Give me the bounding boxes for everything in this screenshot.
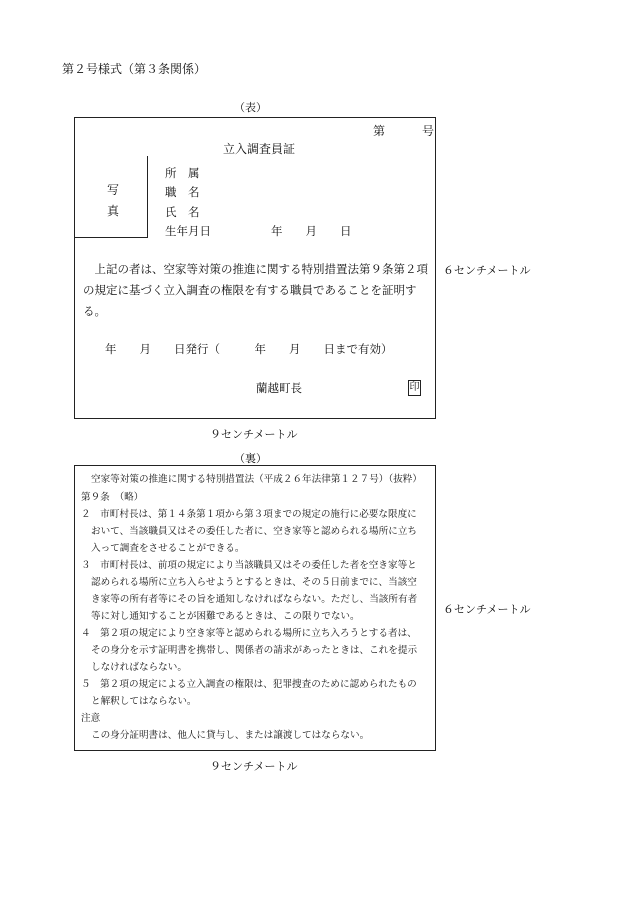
front-height-label: ６センチメートル bbox=[443, 264, 531, 277]
back-line-2: 第９条 （略） bbox=[81, 492, 144, 503]
back-line-3: ２ 市町村長は、第１４条第１項から第３項までの規定の施行に必要な限度に bbox=[81, 509, 417, 520]
back-line-10: ４ 第２項の規定により空き家等と認められる場所に立ち入ろうとする者は、 bbox=[81, 628, 417, 639]
issuer: 蘭越町長 bbox=[256, 381, 302, 395]
back-height-label: ６センチメートル bbox=[443, 603, 531, 616]
back-line-14: と解釈してはならない。 bbox=[91, 696, 197, 707]
form-heading: 第２号様式（第３条関係） bbox=[62, 62, 207, 76]
back-line-6: ３ 市町村長は、前項の規定により当該職員又はその委任した者を空き家等と bbox=[81, 560, 417, 571]
seal-mark bbox=[404, 380, 421, 396]
card-title: 立入調査員証 bbox=[223, 142, 296, 156]
back-line-1: 空家等対策の推進に関する特別措置法（平成２６年法律第１２７号）（抜粋） bbox=[91, 474, 422, 485]
field-title: 職 名 bbox=[165, 185, 200, 199]
back-line-15: 注意 bbox=[81, 713, 101, 724]
back-line-12: しなければならない。 bbox=[91, 662, 187, 673]
front-width-label: ９センチメートル bbox=[210, 428, 298, 441]
front-card bbox=[74, 117, 436, 419]
back-width-label: ９センチメートル bbox=[210, 760, 298, 773]
photo-char-1: 写 bbox=[107, 183, 120, 197]
number-dai: 第 bbox=[373, 124, 386, 138]
field-name: 氏 名 bbox=[165, 205, 200, 219]
back-line-8: き家等の所有者等にその旨を通知しなければならない。ただし、当該所有者 bbox=[91, 594, 418, 605]
back-line-11: その身分を示す証明書を携帯し、関係者の請求があったときは、これを提示 bbox=[91, 645, 418, 656]
back-line-9: 等に対し通知することが困難であるときは、この限りでない。 bbox=[91, 611, 360, 622]
back-line-7: 認められる場所に立ち入らせようとするときは、その５日前までに、当該空 bbox=[91, 577, 417, 588]
certification-paragraph: 上記の者は、空家等対策の推進に関する特別措置法第９条第２項の規定に基づく立入調査の権限を有する職員であることを証明する。 bbox=[83, 262, 428, 318]
number-go: 号 bbox=[422, 124, 435, 138]
front-side-label: （表） bbox=[234, 101, 267, 114]
birthdate-format: 年 月 日 bbox=[271, 224, 352, 238]
back-line-16: この身分証明書は、他人に貸与し、または譲渡してはならない。 bbox=[91, 730, 370, 741]
back-line-4: おいて、当該職員又はその委任した者に、空き家等と認められる場所に立ち bbox=[91, 526, 417, 537]
photo-char-2: 真 bbox=[107, 204, 120, 218]
back-line-5: 入って調査をさせることができる。 bbox=[91, 543, 245, 554]
back-card bbox=[74, 465, 436, 751]
field-affiliation: 所 属 bbox=[165, 166, 200, 180]
back-line-13: ５ 第２項の規定による立入調査の権限は、犯罪捜査のために認められたもの bbox=[81, 679, 417, 690]
back-side-label: （裏） bbox=[234, 452, 267, 465]
seal-box: 印 bbox=[408, 380, 421, 396]
field-birthdate: 生年月日 bbox=[165, 224, 211, 238]
photo-box bbox=[75, 156, 148, 238]
issue-validity-line: 年 月 日発行（ 年 月 日まで有効） bbox=[105, 342, 393, 356]
